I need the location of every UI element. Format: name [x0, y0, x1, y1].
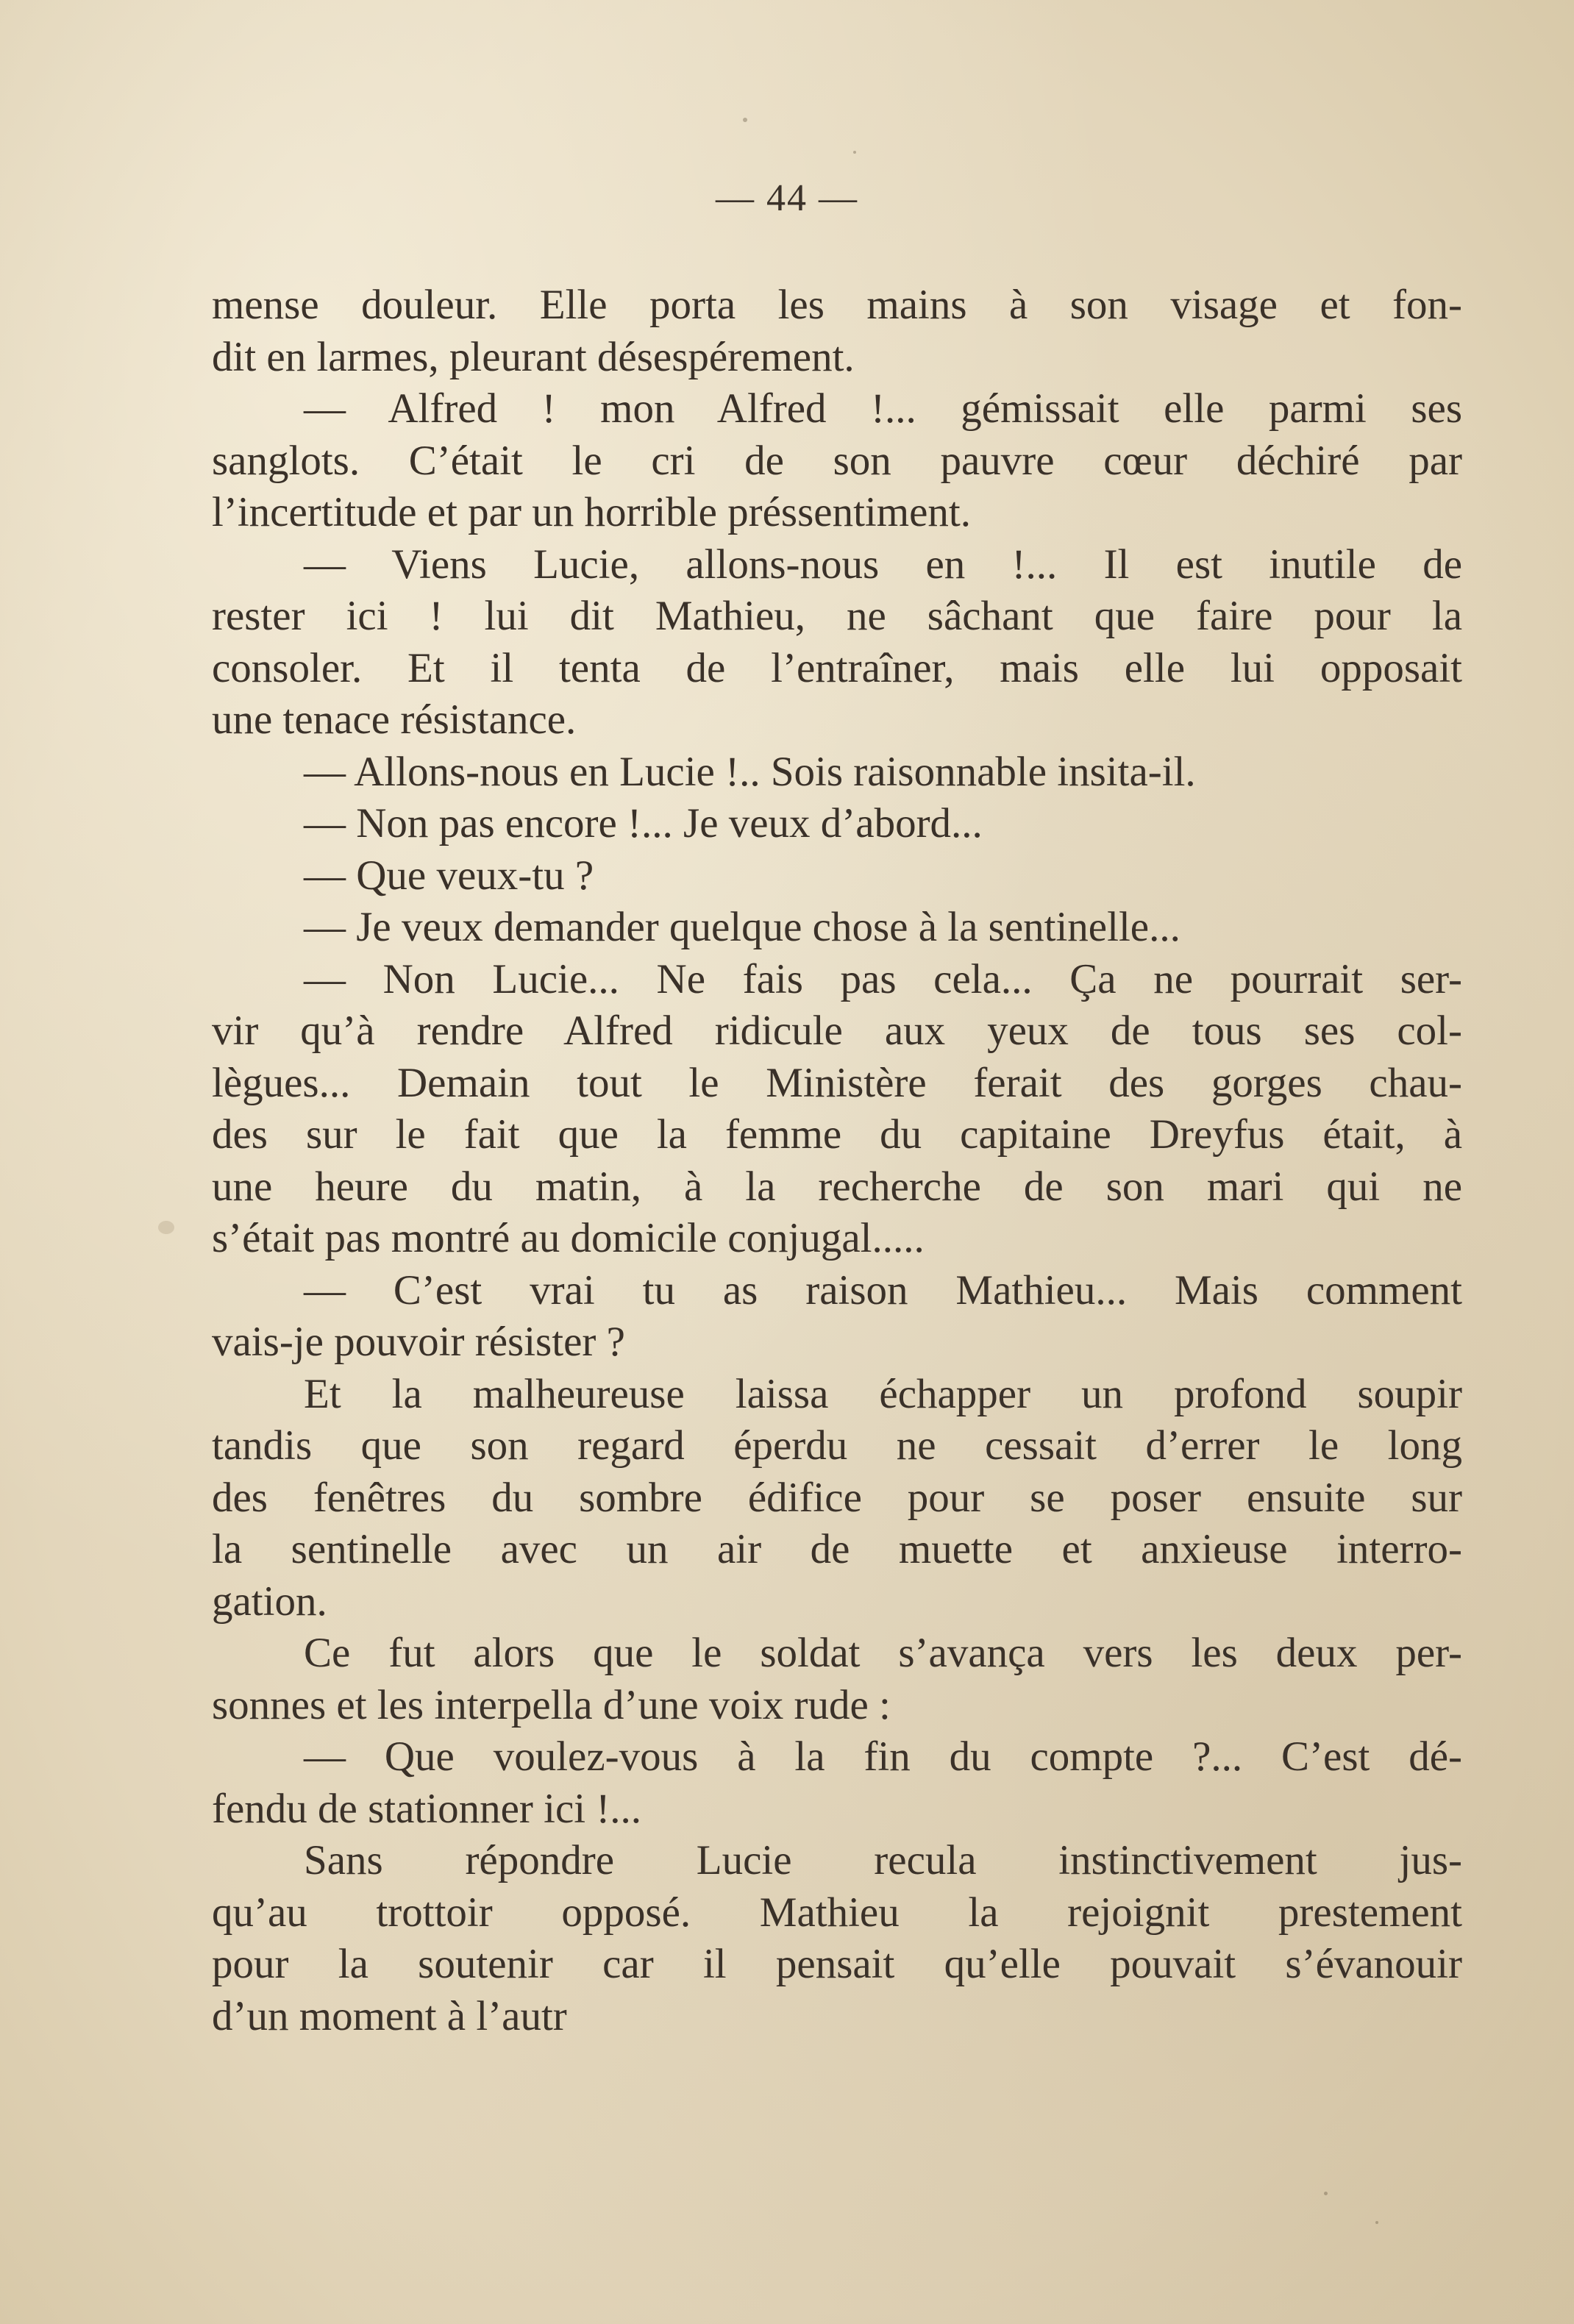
paper-speck: [158, 1221, 174, 1234]
paper-speck: [1324, 2192, 1328, 2195]
text-line: gation.: [212, 1578, 327, 1625]
text-line: — Non Lucie... Ne fais pas cela... Ça ne pourrait ser-: [304, 955, 1462, 1002]
text-line: qu’au trottoir opposé. Mathieu la rejoignit prestement: [212, 1889, 1462, 1936]
text-line: la sentinelle avec un air de muette et anxieuse interro-: [212, 1526, 1462, 1572]
text-line: fendu de stationner ici !...: [212, 1785, 642, 1832]
text-line: — Non pas encore !... Je veux d’abord...: [304, 800, 983, 846]
text-line: sonnes et les interpella d’une voix rude :: [212, 1681, 891, 1728]
text-line: — Alfred ! mon Alfred !... gémissait elle parmi ses: [304, 385, 1462, 432]
text-line: des sur le fait que la femme du capitaine Dreyfus était, à: [212, 1111, 1462, 1158]
text-line: une heure du matin, à la recherche de son mari qui ne: [212, 1163, 1462, 1210]
paper-speck: [853, 151, 856, 154]
text-line: — Que voulez-vous à la fin du compte ?... C’est dé-: [304, 1733, 1462, 1780]
text-line: vir qu’à rendre Alfred ridicule aux yeux de tous ses col-: [212, 1008, 1462, 1054]
text-line: l’incertitude et par un horrible préssentiment.: [212, 489, 971, 535]
text-line: — Viens Lucie, allons-nous en !... Il est inutile de: [304, 541, 1462, 588]
text-line: — Je veux demander quelque chose à la sentinelle...: [304, 904, 1180, 950]
text-line: s’était pas montré au domicile conjugal.....: [212, 1215, 925, 1261]
text-line: rester ici ! lui dit Mathieu, ne sâchant que faire pour la: [212, 593, 1462, 639]
paper-speck: [1375, 2221, 1378, 2224]
text-line: — C’est vrai tu as raison Mathieu... Mais comment: [304, 1266, 1462, 1314]
text-line: d’un moment à l’autr: [212, 1992, 567, 2039]
text-line: tandis que son regard éperdu ne cessait d’errer le long: [212, 1422, 1462, 1469]
text-line: une tenace résistance.: [212, 696, 577, 743]
text-line: mense douleur. Elle porta les mains à son visage et fon-: [212, 282, 1462, 328]
text-line: — Que veux-tu ?: [304, 852, 594, 899]
text-line: dit en larmes, pleurant désespérement.: [212, 333, 855, 380]
text-line: — Allons-nous en Lucie !.. Sois raisonnable insita-il.: [304, 748, 1196, 795]
text-line: Sans répondre Lucie recula instinctivement jus-: [304, 1837, 1462, 1883]
text-line: Ce fut alors que le soldat s’avança vers les deux per-: [304, 1630, 1462, 1676]
paper-speck: [743, 118, 747, 122]
text-line: vais-je pouvoir résister ?: [212, 1319, 625, 1365]
page-number: — 44 —: [716, 177, 858, 219]
text-line: pour la soutenir car il pensait qu’elle pouvait s’évanouir: [212, 1941, 1462, 1987]
text-line: Et la malheureuse laissa échapper un profond soupir: [304, 1370, 1462, 1417]
text-line: des fenêtres du sombre édifice pour se poser ensuite sur: [212, 1474, 1462, 1521]
text-line: sanglots. C’était le cri de son pauvre cœur déchiré par: [212, 437, 1462, 484]
body-text: [212, 279, 1462, 2042]
text-line: lègues... Demain tout le Ministère ferait des gorges chau-: [212, 1059, 1462, 1106]
text-line: consoler. Et il tenta de l’entraîner, mais elle lui opposait: [212, 644, 1462, 691]
